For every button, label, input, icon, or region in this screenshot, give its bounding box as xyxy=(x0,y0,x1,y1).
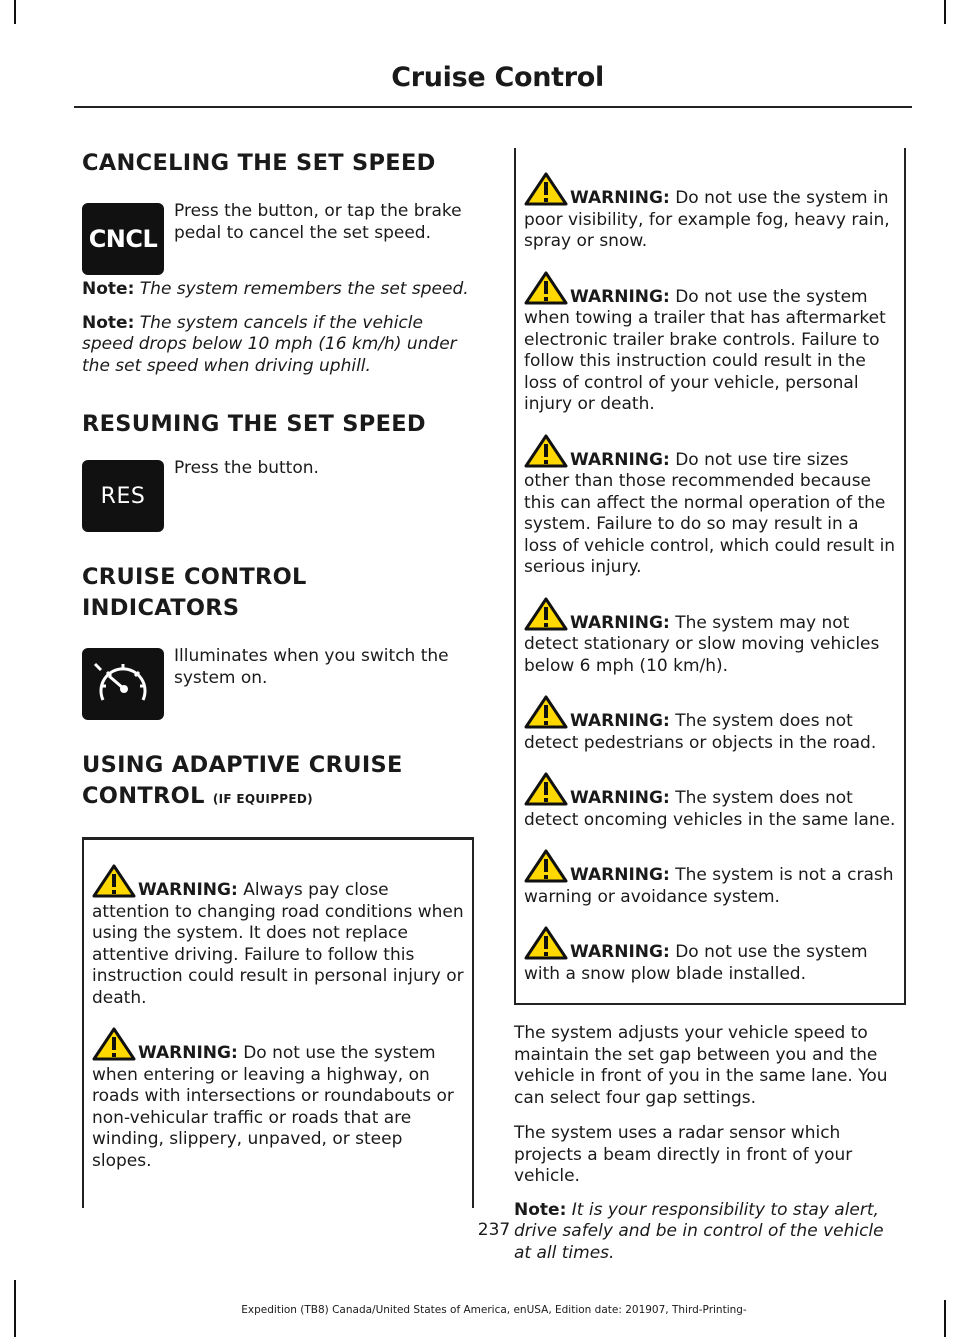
warning-box-left xyxy=(82,837,474,1208)
left-column xyxy=(82,148,474,1208)
warning-text: The system is not a crash warning or avoidance system. xyxy=(524,865,894,907)
heading-line: CONTROL xyxy=(82,783,205,809)
warning-icon xyxy=(524,926,568,960)
warning-label: WARNING: xyxy=(138,1043,238,1063)
heading-canceling: CANCELING THE SET SPEED xyxy=(82,150,436,176)
warning xyxy=(524,772,896,831)
warning xyxy=(524,271,896,416)
res-button-icon xyxy=(82,460,164,532)
resume-text: Press the button. xyxy=(174,458,319,478)
warning-icon xyxy=(92,864,136,898)
warning xyxy=(524,597,896,678)
warning-icon xyxy=(524,597,568,631)
warning-label: WARNING: xyxy=(570,286,670,307)
warning-text: Do not use tire sizes other than those recommended because this can affect the normal operation of the system. Failure to do so may result in a loss of vehicle control, which could result in serious injury. xyxy=(524,449,896,577)
warning-label: WARNING: xyxy=(570,711,670,731)
body-paragraph: The system uses a radar sensor which projects a beam directly in front of your vehicle. xyxy=(514,1123,853,1186)
warning xyxy=(524,849,896,908)
crop-mark xyxy=(14,0,16,24)
note-label: Note: xyxy=(82,312,135,333)
warning-box-right xyxy=(514,148,906,1005)
note-text: The system cancels if the vehicle speed drops below 10 mph (16 km/h) under the set speed when driving uphill. xyxy=(82,312,457,376)
heading-adaptive xyxy=(82,750,474,815)
heading-resuming: RESUMING THE SET SPEED xyxy=(82,411,426,437)
warning-text: The system does not detect oncoming vehicles in the same lane. xyxy=(524,788,896,830)
warning-icon xyxy=(524,772,568,806)
note-label: Note: xyxy=(82,279,135,299)
warning-text: Do not use the system when entering or leaving a highway, on roads with intersections or roundabouts or non-vehicular traffic or roads that are winding, slippery, unpaved, or steep slopes. xyxy=(92,1043,454,1171)
warning xyxy=(524,434,896,579)
note xyxy=(82,279,474,301)
warning-label: WARNING: xyxy=(570,865,670,885)
cruise-speedometer-icon xyxy=(82,648,164,720)
warning-icon xyxy=(524,172,568,206)
warning-text: Do not use the system in poor visibility, for example fog, heavy rain, spray or snow. xyxy=(524,188,890,251)
speedometer-icon xyxy=(93,656,153,712)
warning-text: Always pay close attention to changing road conditions when using the system. It does not replace attentive driving. Failure to follow this instruction could result in personal injury or death. xyxy=(92,880,464,1008)
warning-label: WARNING: xyxy=(570,788,670,808)
body-paragraph: The system adjusts your vehicle speed to maintain the set gap between you and the vehicle in front of you in the same lane. You can select four gap settings. xyxy=(514,1023,888,1108)
warning-icon xyxy=(92,1027,136,1061)
cancel-instruction xyxy=(82,201,474,273)
warning-label: WARNING: xyxy=(570,449,670,470)
heading-line: INDICATORS xyxy=(82,595,240,621)
heading-line: CRUISE CONTROL xyxy=(82,564,307,590)
warning xyxy=(524,695,896,754)
warning xyxy=(524,172,896,253)
warning xyxy=(524,926,896,985)
note-text: The system remembers the set speed. xyxy=(139,279,469,299)
right-column xyxy=(514,148,906,1264)
cncl-button-icon xyxy=(82,203,164,275)
warning-text: Do not use the system with a snow plow blade installed. xyxy=(524,942,868,984)
warning-label: WARNING: xyxy=(138,880,238,900)
warning-text: The system does not detect pedestrians or objects in the road. xyxy=(524,711,877,753)
warning-label: WARNING: xyxy=(570,612,670,633)
footer-edition: Expedition (TB8) Canada/United States of America, enUSA, Edition date: 201907, Third-Printing- xyxy=(241,1304,747,1316)
note xyxy=(82,313,474,378)
page-title: Cruise Control xyxy=(391,62,604,93)
cancel-text: Press the button, or tap the brake pedal to cancel the set speed. xyxy=(174,201,462,243)
heading-line: USING ADAPTIVE CRUISE xyxy=(82,752,403,778)
warning xyxy=(92,1027,464,1172)
indicator-instruction xyxy=(82,646,474,718)
warning-icon xyxy=(524,849,568,883)
warning-label: WARNING: xyxy=(570,188,670,208)
heading-indicators xyxy=(82,562,474,624)
note-label: Note: xyxy=(514,1199,567,1220)
warning-text: Do not use the system when towing a trailer that has aftermarket electronic trailer brake controls. Failure to follow this instruction could result in the loss of control of your vehicle, personal injury or death. xyxy=(524,286,886,414)
warning-label: WARNING: xyxy=(570,942,670,962)
if-equipped-label: (IF EQUIPPED) xyxy=(212,792,313,806)
indicator-text: Illuminates when you switch the system on. xyxy=(174,646,449,688)
resume-instruction xyxy=(82,458,474,530)
note-text: It is your responsibility to stay alert, drive safely and be in control of the vehicle at all times. xyxy=(514,1199,884,1263)
warning-icon xyxy=(524,271,568,305)
page-number: 237 xyxy=(477,1220,511,1240)
warning-text: The system may not detect stationary or slow moving vehicles below 6 mph (10 km/h). xyxy=(524,612,880,676)
warning-icon xyxy=(524,434,568,468)
res-label: RES xyxy=(100,483,146,509)
warning xyxy=(92,864,464,1009)
cncl-label: CNCL xyxy=(88,225,158,253)
header-divider xyxy=(74,106,912,108)
warning-icon xyxy=(524,695,568,729)
crop-mark xyxy=(944,0,946,24)
